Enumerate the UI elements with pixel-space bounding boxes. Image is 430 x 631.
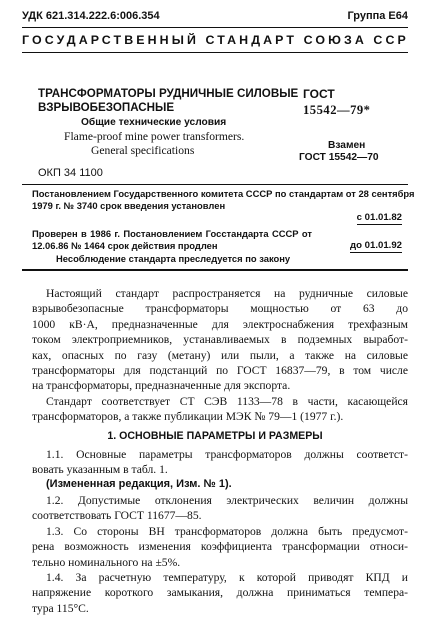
penalty-notice: Несоблюдение стандарта преследуется по закону: [56, 253, 291, 264]
intro-paragraph: [32, 286, 408, 394]
intro-line: трансформаторы для подстанций по ГОСТ 16837—79, в том числе: [32, 363, 408, 377]
paragraph-line: 1.4. За расчетную температуру, к которой приводят КПД и: [46, 571, 408, 584]
decree-line1: Постановлением Государственного комитета СССР по стандартам от 28 сентября: [32, 188, 415, 199]
paragraph-1-4: [32, 570, 408, 616]
checked-line2: 12.06.86 № 1464 срок действия продлен: [32, 240, 218, 251]
paragraph-line: вовать указанным в табл. 1.: [32, 463, 168, 477]
group-code: Группа Е64: [347, 10, 408, 22]
intro-line: Настоящий стандарт распространяется на рудничные силовые: [46, 287, 408, 300]
paragraph-line: 1.1. Основные параметры трансформаторов должны соответст-: [46, 448, 408, 461]
intro-line: взрывобезопасные трансформаторы мощностью от 63 до: [32, 302, 408, 316]
english-title-line1: Flame-proof mine power transformers.: [64, 130, 245, 143]
intro-line: ках, опасных по газу (метану) или пыли, а также на силовые: [32, 348, 408, 362]
document-subtitle: Общие технические условия: [81, 117, 227, 128]
state-standard-banner: ГОСУДАРСТВЕННЫЙ СТАНДАРТ СОЮЗА ССР: [22, 33, 409, 47]
paragraph-line: 1.3. Со стороны ВН трансформаторов должна быть предусмот-: [46, 525, 408, 538]
sev-line: Стандарт соответствует СТ СЭВ 1133—78 в части, касающейся: [46, 395, 408, 408]
expiry-date: до 01.01.92: [350, 240, 402, 251]
title-rule: [22, 184, 408, 185]
checked-line1: Проверен в 1986 г. Постановлением Госстандарта СССР от: [32, 228, 312, 239]
intro-line: на трансформаторы, предназначенные для экспорта.: [32, 379, 291, 393]
paragraph-1-2: [32, 493, 408, 524]
replaces-label: Взамен: [328, 140, 366, 151]
decree-rule: [22, 269, 408, 271]
paragraph-1-1: [32, 447, 408, 478]
header-rule-top: [22, 27, 408, 28]
paragraph-line: напряжение короткого замыкания, должна приниматься темпера-: [32, 586, 408, 600]
english-title-line2: General specifications: [91, 144, 195, 157]
header-rule-bottom: [22, 52, 408, 53]
sev-line: трансформаторов, а также публикации МЭК № 79—1 (1977 г.).: [32, 410, 344, 424]
gost-label: ГОСТ: [303, 87, 335, 101]
section-heading: 1. ОСНОВНЫЕ ПАРАМЕТРЫ И РАЗМЕРЫ: [107, 430, 323, 442]
document-title-line1: ТРАНСФОРМАТОРЫ РУДНИЧНЫЕ СИЛОВЫЕ: [38, 87, 299, 100]
paragraph-line: тельно номинального на ±5%.: [32, 555, 181, 569]
paragraph-line: 1.2. Допустимые отклонения электрических величин должны: [46, 494, 408, 507]
paragraph-line: рена возможность изменения коэффициента трансформации относи-: [32, 540, 408, 554]
document-title-line2: ВЗРЫВОБЕЗОПАСНЫЕ: [38, 101, 175, 114]
gost-number: 15542—79*: [303, 103, 371, 117]
sev-paragraph: [32, 394, 408, 425]
intro-line: 1000 кВ·А, предназначенные для электроснабжения трехфазным: [32, 317, 408, 331]
paragraph-1-3: [32, 524, 408, 570]
decree-line2: 1979 г. № 3740 срок введения установлен: [32, 200, 226, 211]
intro-line: током электроприемников, устанавливаемых в подземных выработ-: [32, 333, 408, 347]
effective-date: с 01.01.82: [356, 212, 402, 223]
okp-code: ОКП 34 1100: [38, 167, 103, 179]
amendment-note: (Измененная редакция, Изм. № 1).: [46, 478, 232, 490]
paragraph-line: соответствовать ГОСТ 11677—85.: [32, 509, 202, 523]
udk-code: УДК 621.314.222.6:006.354: [22, 10, 160, 22]
replaces-number: ГОСТ 15542—70: [299, 152, 379, 163]
paragraph-line: тура 115°С.: [32, 601, 89, 615]
